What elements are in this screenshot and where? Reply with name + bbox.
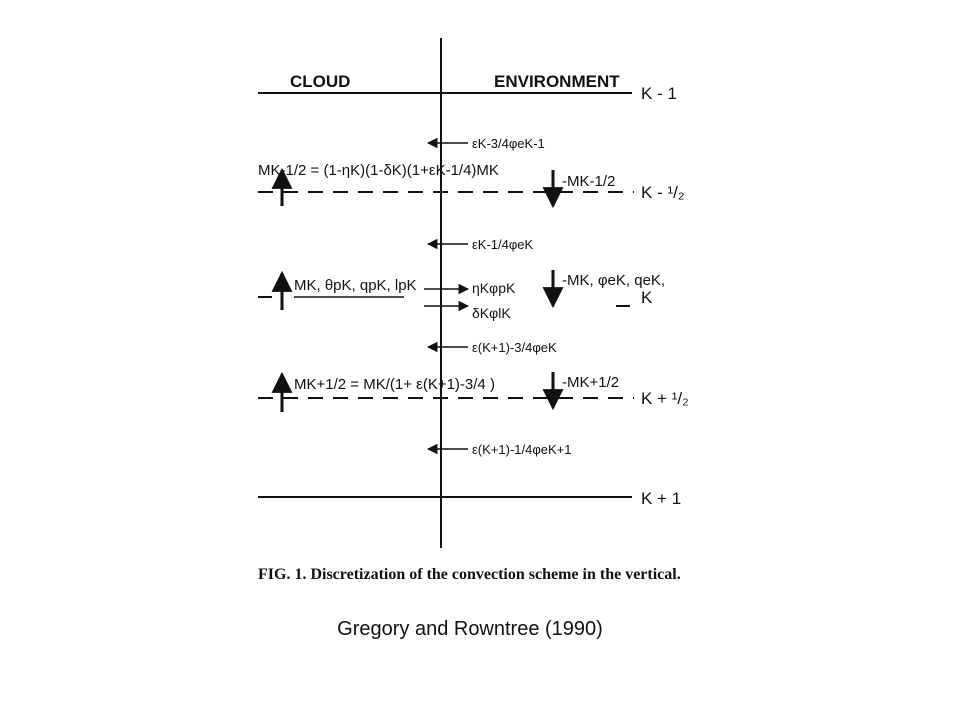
level-label-k-plus-1: K + 1 [641,489,682,508]
subsidence-term-lower: -MK+1/2 [562,374,620,391]
environment-properties-k: -MK, φeK, qeK, [562,272,666,289]
cloud-properties-k: MK, θpK, qpK, lpK [294,277,417,294]
cloud-header: CLOUD [290,72,351,91]
detrainment-term-eta: ηKφpK [472,280,516,296]
figure-caption: FIG. 1. Discretization of the convection scheme in the vertical. [258,566,681,583]
level-label-k-minus-1: K - 1 [641,84,677,103]
entrainment-term-upper: εK-3/4φeK-1 [472,136,545,151]
entrainment-term-lower: ε(K+1)-3/4φeK [472,340,557,355]
subsidence-term-upper: -MK-1/2 [562,173,616,190]
citation-credit: Gregory and Rowntree (1990) [337,618,603,640]
mass-flux-equation-lower: MK+1/2 = MK/(1+ ε(K+1)-3/4 ) [294,376,495,393]
entrainment-term-k: εK-1/4φeK [472,237,534,252]
detrainment-term-delta: δKφlK [472,305,511,321]
entrainment-term-bottom: ε(K+1)-1/4φeK+1 [472,442,572,457]
level-label-k: K [641,288,653,307]
level-label-k-minus-half: K - ¹/₂ [641,183,685,202]
level-label-k-plus-half: K + ¹/₂ [641,389,689,408]
environment-header: ENVIRONMENT [494,72,620,91]
mass-flux-equation-upper: MK-1/2 = (1-ηK)(1-δK)(1+εK-1/4)MK [258,162,499,179]
